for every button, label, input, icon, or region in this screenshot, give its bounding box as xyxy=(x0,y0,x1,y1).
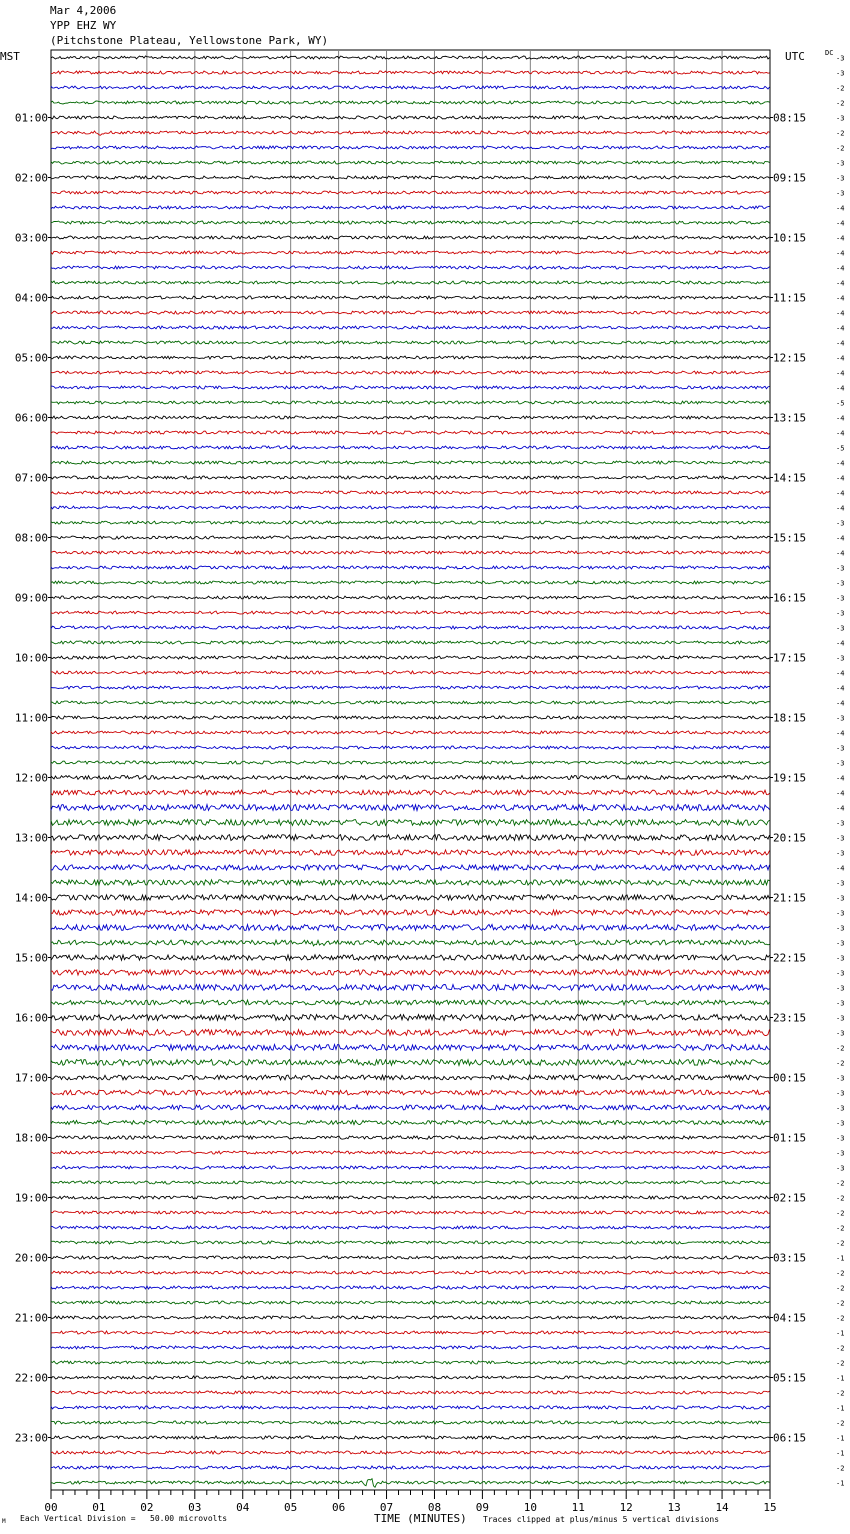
trace-row xyxy=(51,1075,770,1080)
dc-offset-value: -2 xyxy=(836,1464,845,1473)
mst-hour-label: 11:00 xyxy=(14,711,48,725)
dc-offset-value: -1 xyxy=(836,1329,845,1338)
dc-offset-value: -4 xyxy=(836,804,845,813)
dc-offset-value: -2 xyxy=(836,1419,845,1428)
trace-row xyxy=(51,1120,770,1124)
dc-offset-value: -3 xyxy=(836,849,845,858)
plot-date: Mar 4,2006 xyxy=(50,4,117,17)
trace-row xyxy=(51,820,770,826)
x-tick-label: 00 xyxy=(44,1501,58,1514)
dc-offset-value: -3 xyxy=(836,744,845,753)
trace-row xyxy=(51,221,770,224)
left-timezone-label: MST xyxy=(0,50,20,63)
trace-row xyxy=(51,1151,770,1154)
mst-hour-label: 19:00 xyxy=(14,1191,48,1205)
trace-row xyxy=(51,491,770,494)
mst-hour-label: 04:00 xyxy=(14,291,48,305)
trace-row xyxy=(51,71,770,74)
dc-offset-value: -3 xyxy=(836,909,845,918)
utc-hour-label: 02:15 xyxy=(773,1191,807,1205)
mst-hour-label: 12:00 xyxy=(14,771,48,785)
utc-hour-label: 20:15 xyxy=(773,831,807,845)
trace-row xyxy=(51,790,770,795)
dc-offset-value: -4 xyxy=(836,489,845,498)
division-note: Each Vertical Division = 50.00 microvolts xyxy=(20,1514,228,1523)
trace-row xyxy=(51,431,770,434)
dc-offset-value: -5 xyxy=(836,444,845,453)
dc-offset-value: -2 xyxy=(836,1299,845,1308)
dc-offset-value: -2 xyxy=(836,99,845,108)
corner-mark: M xyxy=(2,1518,6,1525)
dc-offset-value: -4 xyxy=(836,204,845,213)
dc-offset-value: -2 xyxy=(836,1239,845,1248)
dc-offset-value: -3 xyxy=(836,189,845,198)
trace-row xyxy=(51,1331,770,1334)
trace-row xyxy=(51,1466,770,1469)
seismic-traces xyxy=(51,56,770,1487)
trace-row xyxy=(51,566,770,569)
dc-offset-value: -2 xyxy=(836,1269,845,1278)
dc-offset-value: -3 xyxy=(836,174,845,183)
trace-row xyxy=(51,1436,770,1439)
utc-hour-label: 12:15 xyxy=(773,351,807,365)
dc-offset-value: -2 xyxy=(836,1389,845,1398)
trace-row xyxy=(51,865,770,870)
dc-offset-value: -4 xyxy=(836,249,845,258)
trace-row xyxy=(51,401,770,404)
trace-row xyxy=(51,701,770,704)
dc-offset-value: -3 xyxy=(836,624,845,633)
right-timezone-label: UTC xyxy=(785,50,805,63)
trace-row xyxy=(51,1391,770,1394)
dc-offset-value: -4 xyxy=(836,504,845,513)
dc-offset-value: -4 xyxy=(836,459,845,468)
station-code: YPP EHZ WY xyxy=(50,19,117,32)
trace-row xyxy=(51,746,770,749)
trace-row xyxy=(51,296,770,299)
dc-offset-value: -2 xyxy=(836,1284,845,1293)
dc-offset-value: -3 xyxy=(836,759,845,768)
trace-row xyxy=(51,56,770,59)
x-tick-label: 14 xyxy=(715,1501,729,1514)
dc-offset-value: -4 xyxy=(836,324,845,333)
trace-row xyxy=(51,281,770,284)
x-tick-label: 07 xyxy=(379,1501,394,1514)
dc-offset-value: -3 xyxy=(836,54,845,63)
dc-offset-value: -4 xyxy=(836,219,845,228)
dc-offset-value: -2 xyxy=(836,1209,845,1218)
dc-offset-value: -4 xyxy=(836,474,845,483)
dc-offset-value: -3 xyxy=(836,1149,845,1158)
trace-row xyxy=(51,1451,770,1454)
dc-offset-value: -4 xyxy=(836,669,845,678)
trace-row xyxy=(51,311,770,314)
dc-offset-value: -4 xyxy=(836,774,845,783)
x-tick-label: 10 xyxy=(523,1501,537,1514)
dc-offset-value: -3 xyxy=(836,939,845,948)
trace-row xyxy=(51,1361,770,1364)
trace-row xyxy=(51,1211,770,1214)
dc-offset-value: -3 xyxy=(836,834,845,843)
utc-hour-label: 09:15 xyxy=(773,171,807,185)
mst-hour-label: 15:00 xyxy=(14,951,48,965)
trace-row xyxy=(51,1286,770,1289)
dc-offset-value: -3 xyxy=(836,594,845,603)
mst-hour-label: 20:00 xyxy=(14,1251,48,1265)
trace-row xyxy=(51,776,770,780)
x-tick-label: 12 xyxy=(619,1501,633,1514)
trace-row xyxy=(51,970,770,975)
x-tick-label: 13 xyxy=(667,1501,681,1514)
dc-offset-value: -2 xyxy=(836,84,845,93)
mst-hour-label: 17:00 xyxy=(14,1071,48,1085)
trace-row xyxy=(51,1226,770,1229)
mst-hour-label: 01:00 xyxy=(14,111,48,125)
mst-hour-label: 05:00 xyxy=(14,351,48,365)
mst-hour-label: 14:00 xyxy=(14,891,48,905)
mst-hour-label: 06:00 xyxy=(14,411,48,425)
utc-hour-label: 18:15 xyxy=(773,711,807,725)
mst-hour-label: 09:00 xyxy=(14,591,48,605)
trace-row xyxy=(51,1271,770,1274)
trace-row xyxy=(51,761,770,764)
dc-offset-header: DC xyxy=(825,49,834,57)
clip-note: Traces clipped at plus/minus 5 vertical divisions xyxy=(483,1515,720,1524)
dc-offset-value: -4 xyxy=(836,369,845,378)
dc-offset-value: -2 xyxy=(836,1194,845,1203)
dc-offset-value: -3 xyxy=(836,69,845,78)
dc-offset-value: -3 xyxy=(836,1089,845,1098)
trace-row xyxy=(51,1015,770,1021)
mst-hour-label: 16:00 xyxy=(14,1011,48,1025)
trace-row xyxy=(51,101,770,104)
trace-row xyxy=(51,86,770,89)
trace-row xyxy=(51,1000,770,1005)
utc-hour-label: 08:15 xyxy=(773,111,807,125)
dc-offset-value: -3 xyxy=(836,564,845,573)
mst-hour-label: 21:00 xyxy=(14,1311,48,1325)
trace-row xyxy=(51,506,770,509)
trace-row xyxy=(51,880,770,885)
dc-offset-value: -4 xyxy=(836,339,845,348)
x-axis-title: TIME (MINUTES) xyxy=(374,1512,467,1525)
mst-hour-label: 23:00 xyxy=(14,1431,48,1445)
trace-row xyxy=(51,161,770,164)
trace-row xyxy=(51,641,770,644)
trace-row xyxy=(51,1316,770,1319)
trace-row xyxy=(51,356,770,359)
trace-row xyxy=(51,1376,770,1379)
trace-row xyxy=(51,266,770,269)
trace-row xyxy=(51,146,770,149)
dc-offset-value: -4 xyxy=(836,549,845,558)
utc-hour-label: 17:15 xyxy=(773,651,807,665)
dc-offset-value: -3 xyxy=(836,1029,845,1038)
mst-hour-label: 03:00 xyxy=(14,231,48,245)
trace-row xyxy=(51,925,770,931)
utc-hour-label: 01:15 xyxy=(773,1131,807,1145)
dc-offset-value: -2 xyxy=(836,1359,845,1368)
x-tick-label: 04 xyxy=(236,1501,250,1514)
trace-row xyxy=(51,521,770,524)
dc-offset-value: -3 xyxy=(836,969,845,978)
utc-hour-label: 06:15 xyxy=(773,1431,807,1445)
x-tick-label: 01 xyxy=(92,1501,106,1514)
dc-offset-value: -4 xyxy=(836,699,845,708)
dc-offset-value: -3 xyxy=(836,1104,845,1113)
dc-offset-value: -3 xyxy=(836,519,845,528)
trace-row xyxy=(51,985,770,991)
trace-row xyxy=(51,1181,770,1184)
trace-row xyxy=(51,1105,770,1110)
trace-row xyxy=(51,656,770,659)
trace-row xyxy=(51,1256,770,1259)
trace-row xyxy=(51,176,770,179)
dc-offset-value: -3 xyxy=(836,1134,845,1143)
trace-row xyxy=(51,416,770,419)
mst-hour-label: 08:00 xyxy=(14,531,48,545)
dc-offset-value: -3 xyxy=(836,654,845,663)
dc-offset-value: -3 xyxy=(836,714,845,723)
dc-offset-value: -3 xyxy=(836,159,845,168)
mst-hour-label: 07:00 xyxy=(14,471,48,485)
dc-offset-value: -4 xyxy=(836,354,845,363)
dc-offset-value: -3 xyxy=(836,609,845,618)
utc-hour-label: 15:15 xyxy=(773,531,807,545)
trace-row xyxy=(51,895,770,900)
trace-row xyxy=(51,251,770,254)
trace-row xyxy=(51,581,770,584)
dc-offset-value: -3 xyxy=(836,894,845,903)
x-tick-label: 06 xyxy=(331,1501,346,1514)
trace-row xyxy=(51,1479,770,1488)
trace-row xyxy=(51,805,770,811)
utc-hour-label: 16:15 xyxy=(773,591,807,605)
utc-hour-label: 00:15 xyxy=(773,1071,807,1085)
dc-offset-value: -2 xyxy=(836,1044,845,1053)
x-tick-label: 05 xyxy=(284,1501,298,1514)
dc-offset-value: -3 xyxy=(836,954,845,963)
trace-row xyxy=(51,626,770,629)
mst-hour-label: 13:00 xyxy=(14,831,48,845)
dc-offset-value: -2 xyxy=(836,1059,845,1068)
dc-offset-value: -4 xyxy=(836,279,845,288)
x-tick-label: 15 xyxy=(763,1501,777,1514)
dc-offset-value: -1 xyxy=(836,1254,845,1263)
dc-offset-value: -1 xyxy=(836,1434,845,1443)
trace-row xyxy=(51,910,770,915)
trace-row xyxy=(51,1030,770,1036)
mst-hour-label: 02:00 xyxy=(14,171,48,185)
dc-offset-value: -2 xyxy=(836,1314,845,1323)
dc-offset-value: -5 xyxy=(836,399,845,408)
trace-row xyxy=(51,1241,770,1244)
trace-row xyxy=(51,236,770,239)
x-tick-label: 03 xyxy=(188,1501,202,1514)
trace-row xyxy=(51,955,770,960)
x-tick-label: 02 xyxy=(140,1501,154,1514)
dc-offset-value: -4 xyxy=(836,684,845,693)
dc-offset-value: -4 xyxy=(836,309,845,318)
trace-row xyxy=(51,1166,770,1169)
dc-offset-value: -4 xyxy=(836,534,845,543)
trace-row xyxy=(51,611,770,614)
dc-offset-value: -4 xyxy=(836,294,845,303)
utc-hour-label: 05:15 xyxy=(773,1371,807,1385)
utc-hour-label: 11:15 xyxy=(773,291,807,305)
trace-row xyxy=(51,835,770,841)
dc-offset-value: -2 xyxy=(836,1224,845,1233)
dc-offset-value: -4 xyxy=(836,429,845,438)
dc-offset-value: -4 xyxy=(836,414,845,423)
trace-row xyxy=(51,461,770,464)
dc-offset-value: -3 xyxy=(836,579,845,588)
trace-row xyxy=(51,1196,770,1199)
trace-row xyxy=(51,1060,770,1066)
dc-offset-value: -3 xyxy=(836,879,845,888)
dc-offset-value: -4 xyxy=(836,264,845,273)
utc-hour-label: 13:15 xyxy=(773,411,807,425)
trace-row xyxy=(51,1045,770,1051)
utc-hour-label: 22:15 xyxy=(773,951,807,965)
trace-row xyxy=(51,131,770,135)
dc-offset-value: -4 xyxy=(836,789,845,798)
dc-offset-value: -4 xyxy=(836,864,845,873)
trace-row xyxy=(51,716,770,719)
trace-row xyxy=(51,191,770,194)
trace-row xyxy=(51,1346,770,1349)
dc-offset-value: -3 xyxy=(836,999,845,1008)
dc-offset-value: -1 xyxy=(836,1449,845,1458)
dc-offset-value: -1 xyxy=(836,1404,845,1413)
trace-row xyxy=(51,206,770,209)
trace-row xyxy=(51,1090,770,1095)
trace-row xyxy=(51,476,770,479)
dc-offset-value: -4 xyxy=(836,639,845,648)
trace-row xyxy=(51,596,770,599)
trace-row xyxy=(51,940,770,946)
dc-offset-value: -3 xyxy=(836,819,845,828)
trace-row xyxy=(51,551,770,554)
dc-offset-value: -2 xyxy=(836,1344,845,1353)
dc-offset-value: -1 xyxy=(836,1479,845,1488)
dc-offset-value: -2 xyxy=(836,144,845,153)
trace-row xyxy=(51,1421,770,1424)
dc-offset-value: -3 xyxy=(836,924,845,933)
dc-offset-value: -4 xyxy=(836,384,845,393)
x-tick-label: 08 xyxy=(427,1501,442,1514)
trace-row xyxy=(51,386,770,389)
utc-hour-label: 19:15 xyxy=(773,771,807,785)
trace-row xyxy=(51,850,770,855)
trace-row xyxy=(51,116,770,119)
dc-offset-value: -3 xyxy=(836,984,845,993)
trace-row xyxy=(51,1301,770,1304)
trace-row xyxy=(51,446,770,449)
trace-row xyxy=(51,671,770,674)
mst-hour-label: 22:00 xyxy=(14,1371,48,1385)
dc-offset-value: -3 xyxy=(836,1074,845,1083)
trace-row xyxy=(51,686,770,689)
utc-hour-label: 04:15 xyxy=(773,1311,807,1325)
dc-offset-value: -2 xyxy=(836,129,845,138)
dc-offset-value: -3 xyxy=(836,1119,845,1128)
station-location: (Pitchstone Plateau, Yellowstone Park, WY) xyxy=(50,34,329,47)
x-tick-label: 11 xyxy=(571,1501,585,1514)
utc-hour-label: 23:15 xyxy=(773,1011,807,1025)
dc-offset-value: -1 xyxy=(836,1374,845,1383)
trace-row xyxy=(51,371,770,374)
utc-hour-label: 21:15 xyxy=(773,891,807,905)
trace-row xyxy=(51,341,770,344)
x-tick-label: 09 xyxy=(475,1501,490,1514)
utc-hour-label: 10:15 xyxy=(773,231,807,245)
trace-row xyxy=(51,536,770,539)
mst-hour-label: 18:00 xyxy=(14,1131,48,1145)
dc-offset-value: -4 xyxy=(836,234,845,243)
dc-offset-value: -3 xyxy=(836,114,845,123)
dc-offset-value: -3 xyxy=(836,1014,845,1023)
trace-row xyxy=(51,1406,770,1409)
utc-hour-label: 03:15 xyxy=(773,1251,807,1265)
dc-offset-value: -4 xyxy=(836,729,845,738)
dc-offset-value: -3 xyxy=(836,1164,845,1173)
axis-labels xyxy=(15,55,845,1515)
trace-row xyxy=(51,326,770,329)
utc-hour-label: 14:15 xyxy=(773,471,807,485)
mst-hour-label: 10:00 xyxy=(14,651,48,665)
trace-row xyxy=(51,1136,770,1139)
dc-offset-value: -2 xyxy=(836,1179,845,1188)
trace-row xyxy=(51,731,770,734)
